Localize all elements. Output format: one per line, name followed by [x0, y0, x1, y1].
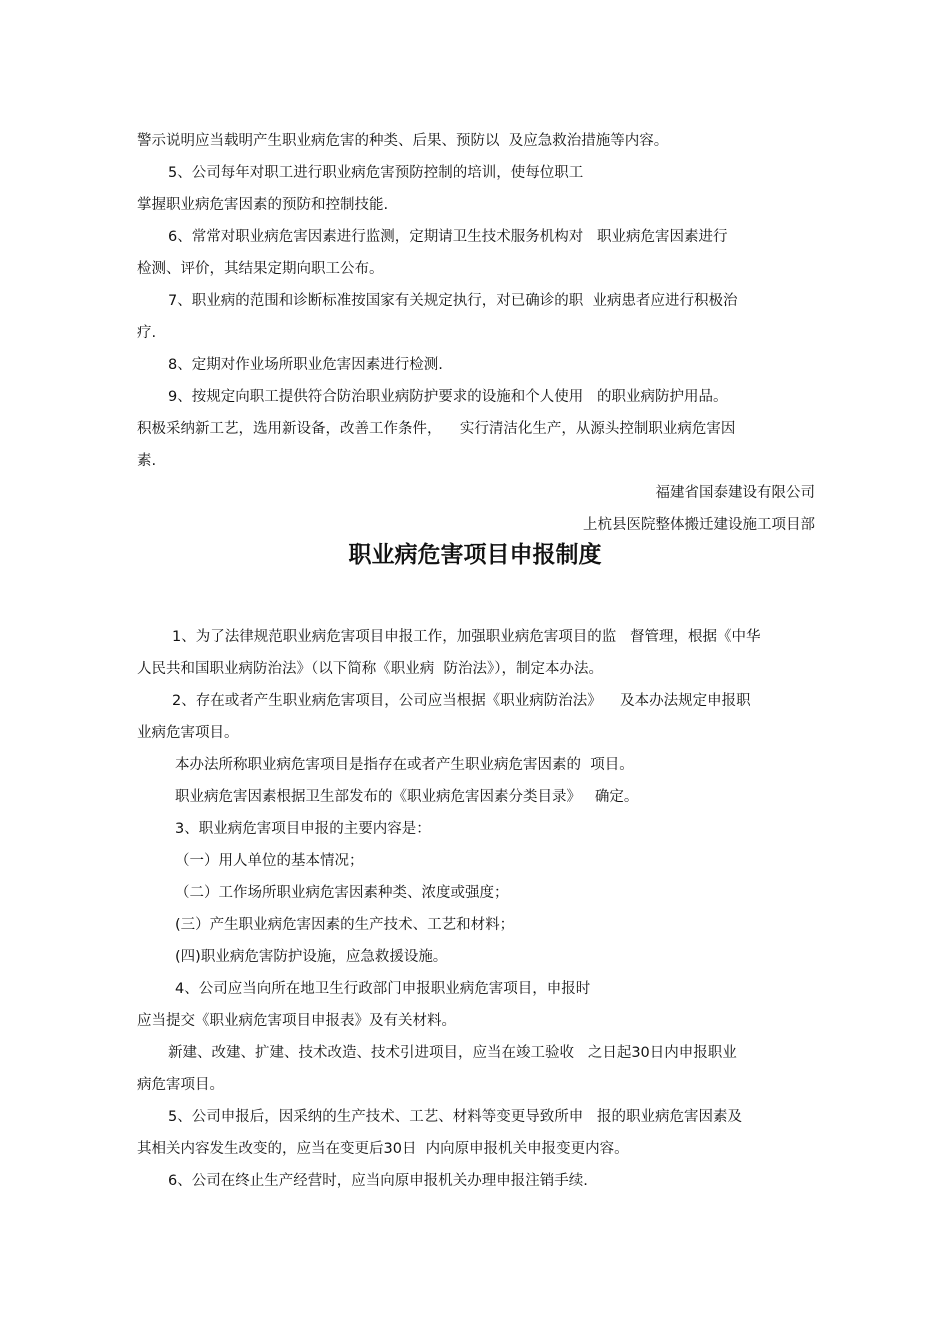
paragraph-line: 6、常常对职业病危害因素进行监测，定期请卫生技术服务机构对 职业病危害因素进行 — [168, 229, 728, 245]
paragraph-line: 掌握职业病危害因素的预防和控制技能. — [137, 197, 389, 213]
paragraph-line: 其相关内容发生改变的，应当在变更后30日 内向原申报机关申报变更内容。 — [137, 1141, 629, 1157]
paragraph-line: 5、公司每年对职工进行职业病危害预防控制的培训，使每位职工 — [168, 165, 584, 181]
paragraph-line: 本办法所称职业病危害项目是指存在或者产生职业病危害因素的 项目。 — [175, 757, 634, 773]
signature-department: 上杭县医院整体搬迁建设施工项目部 — [583, 517, 815, 533]
list-item: (三）产生职业病危害因素的生产技术、工艺和材料； — [175, 917, 515, 933]
paragraph-line: 职业病危害因素根据卫生部发布的《职业病危害因素分类目录》 确定。 — [175, 789, 639, 805]
paragraph-line: 新建、改建、扩建、技术改造、技术引进项目，应当在竣工验收 之日起30日内申报职业 — [168, 1045, 737, 1061]
list-item: （一）用人单位的基本情况； — [175, 853, 364, 869]
paragraph-line: 1、为了法律规范职业病危害项目申报工作，加强职业病危害项目的监 督管理，根据《中华 — [172, 629, 761, 645]
paragraph-line: 积极采纳新工艺，选用新设备，改善工作条件， 实行清洁化生产，从源头控制职业病危害因 — [137, 421, 736, 437]
paragraph-line: 7、职业病的范围和诊断标准按国家有关规定执行，对已确诊的职 业病患者应进行积极治 — [168, 293, 738, 309]
paragraph-line: 应当提交《职业病危害项目申报表》及有关材料。 — [137, 1013, 456, 1029]
paragraph-line: 病危害项目。 — [137, 1077, 224, 1093]
paragraph-line: 人民共和国职业病防治法》（以下简称《职业病 防治法》），制定本办法。 — [137, 661, 603, 677]
paragraph-line: 素. — [137, 453, 157, 469]
list-item: （二）工作场所职业病危害因素种类、浓度或强度； — [175, 885, 509, 901]
paragraph-line: 业病危害项目。 — [137, 725, 239, 741]
paragraph-line: 9、按规定向职工提供符合防治职业病防护要求的设施和个人使用 的职业病防护用品。 — [168, 389, 728, 405]
paragraph-line: 5、公司申报后，因采纳的生产技术、工艺、材料等变更导致所申 报的职业病危害因素及 — [168, 1109, 743, 1125]
list-item: (四)职业病危害防护设施，应急救援设施。 — [175, 949, 448, 965]
paragraph-line: 疗. — [137, 325, 157, 341]
paragraph-line: 6、公司在终止生产经营时，应当向原申报机关办理申报注销手续. — [168, 1173, 588, 1189]
paragraph-line: 警示说明应当载明产生职业病危害的种类、后果、预防以 及应急救治措施等内容。 — [137, 133, 669, 149]
paragraph-line: 8、定期对作业场所职业危害因素进行检测. — [168, 357, 443, 373]
paragraph-line: 2、存在或者产生职业病危害项目，公司应当根据《职业病防治法》 及本办法规定申报职 — [172, 693, 751, 709]
paragraph-line: 3、职业病危害项目申报的主要内容是： — [175, 821, 431, 837]
paragraph-line: 检测、评价，其结果定期向职工公布。 — [137, 261, 384, 277]
section-title: 职业病危害项目申报制度 — [348, 542, 602, 568]
paragraph-line: 4、公司应当向所在地卫生行政部门申报职业病危害项目，申报时 — [175, 981, 591, 997]
signature-company: 福建省国泰建设有限公司 — [655, 485, 815, 501]
